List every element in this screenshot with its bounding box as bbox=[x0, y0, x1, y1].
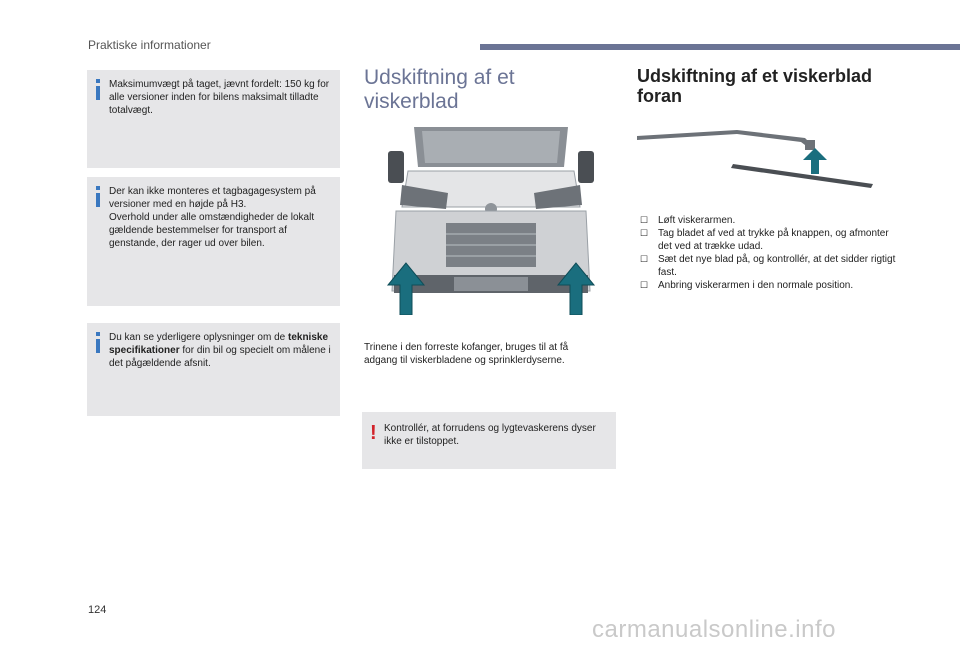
van-front-illustration bbox=[384, 127, 598, 315]
warning-text: Kontrollér, at forrudens og lygtevaskerens dyser ikke er tilstoppet. bbox=[384, 423, 596, 447]
step-text: Anbring viskerarmen i den normale position. bbox=[658, 280, 854, 291]
info-note-3 bbox=[87, 323, 340, 416]
header-bar bbox=[480, 44, 960, 50]
section-caption: Trinene i den forreste kofanger, bruges til at få adgang til viskerbladene og sprinklerdyserne. bbox=[364, 342, 569, 366]
warning-note bbox=[362, 412, 616, 469]
step-item bbox=[640, 253, 900, 279]
step-item bbox=[640, 227, 900, 253]
checkbox-icon: ☐ bbox=[640, 228, 649, 238]
note-text-suffix: for din bil og specielt om målene i det pågældende afsnit. bbox=[109, 345, 331, 369]
section-title-front-wiper-blade: Udskiftning af et viskerblad foran bbox=[637, 66, 873, 106]
step-text: Løft viskerarmen. bbox=[658, 215, 736, 226]
checkbox-icon: ☐ bbox=[640, 280, 649, 290]
wiper-blade-illustration bbox=[637, 128, 873, 190]
info-icon bbox=[96, 79, 100, 83]
note-text: Der kan ikke monteres et tagbagagesystem på versioner med en højde på H3. Overhold under alle omstændigheder de lokalt gældende bestemmelser for transport af genstande, der rager ud over bilen. bbox=[109, 186, 316, 249]
info-bar bbox=[96, 339, 100, 353]
note-text bbox=[109, 331, 334, 370]
checkbox-icon: ☐ bbox=[640, 254, 649, 264]
warning-icon: ! bbox=[370, 422, 377, 444]
info-bar bbox=[96, 86, 100, 100]
info-note-1 bbox=[87, 70, 340, 168]
page-header-title: Praktiske informationer bbox=[88, 38, 211, 52]
info-icon bbox=[96, 186, 100, 190]
step-item bbox=[640, 279, 900, 292]
watermark: carmanualsonline.info bbox=[592, 616, 836, 643]
checkbox-icon: ☐ bbox=[640, 215, 649, 225]
tech-specs-link: tekniske specifikationer bbox=[109, 332, 329, 356]
note-text-prefix: Du kan se yderligere oplysninger om de bbox=[109, 332, 288, 343]
info-bar bbox=[96, 193, 100, 207]
step-list bbox=[640, 214, 900, 292]
step-text: Sæt det nye blad på, og kontrollér, at det sidder rigtigt fast. bbox=[658, 254, 896, 278]
page-number: 124 bbox=[88, 604, 107, 616]
info-icon bbox=[96, 332, 100, 336]
section-title-wiper-blade: Udskiftning af et viskerblad bbox=[364, 66, 515, 113]
info-note-2 bbox=[87, 177, 340, 306]
note-text: Maksimumvægt på taget, jævnt fordelt: 150 kg for alle versioner inden for bilens maksimalt tilladte totalvægt. bbox=[109, 79, 330, 116]
step-text: Tag bladet af ved at trykke på knappen, og afmonter det ved at trække udad. bbox=[658, 228, 889, 252]
step-item bbox=[640, 214, 900, 227]
